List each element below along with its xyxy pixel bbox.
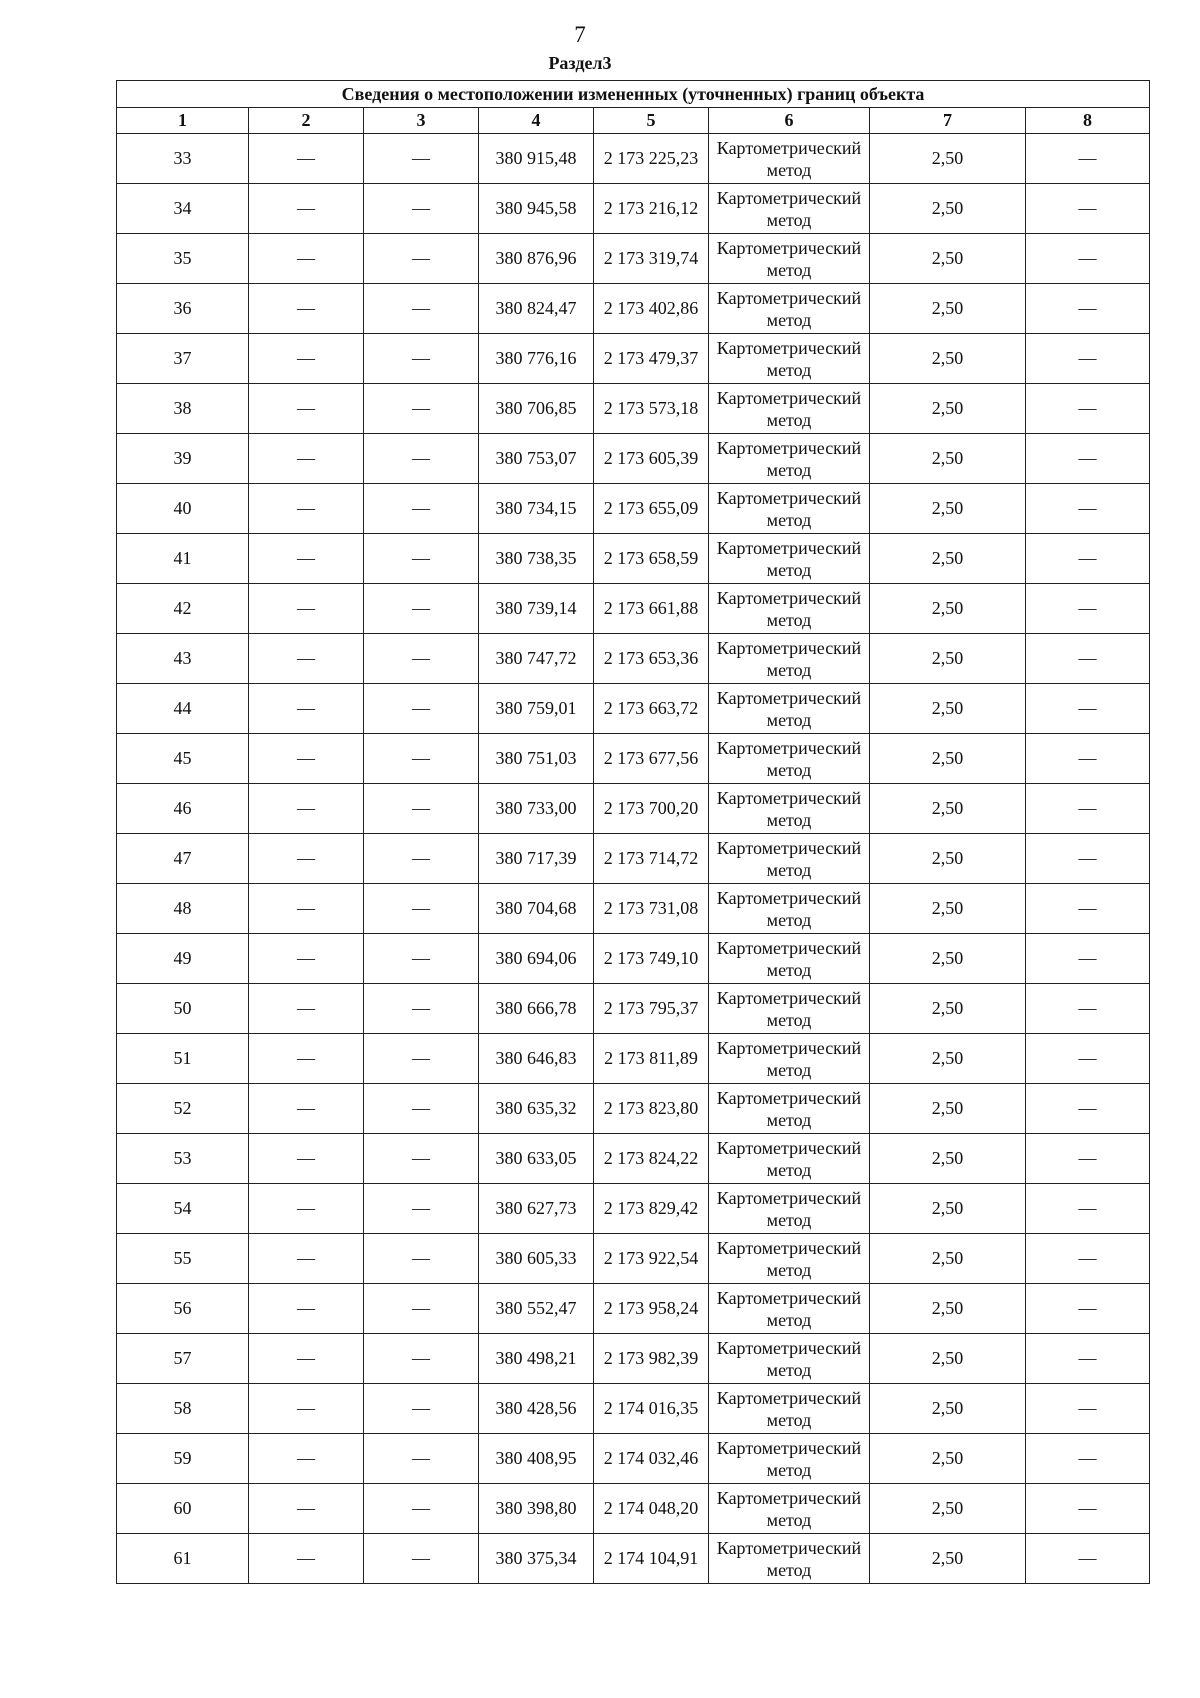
precision-cell: 2,50: [870, 1034, 1026, 1084]
point-number-cell: 50: [117, 984, 249, 1034]
column-8-cell: —: [1026, 1234, 1150, 1284]
point-number-cell: 45: [117, 734, 249, 784]
point-number-cell: 44: [117, 684, 249, 734]
method-cell: Картометрический метод: [709, 1334, 870, 1384]
y-coordinate-cell: 2 173 661,88: [594, 584, 709, 634]
point-number-cell: 38: [117, 384, 249, 434]
x-coordinate-cell: 380 694,06: [479, 934, 594, 984]
precision-cell: 2,50: [870, 1434, 1026, 1484]
point-number-cell: 37: [117, 334, 249, 384]
table-row: [117, 634, 1150, 684]
column-2-cell: —: [249, 734, 364, 784]
table-row: [117, 1134, 1150, 1184]
column-3-cell: —: [364, 484, 479, 534]
y-coordinate-cell: 2 173 982,39: [594, 1334, 709, 1384]
column-3-cell: —: [364, 1384, 479, 1434]
y-coordinate-cell: 2 173 653,36: [594, 634, 709, 684]
x-coordinate-cell: 380 666,78: [479, 984, 594, 1034]
table-row: [117, 1434, 1150, 1484]
column-8-cell: —: [1026, 1184, 1150, 1234]
column-8-cell: —: [1026, 234, 1150, 284]
column-header: 2: [249, 108, 364, 134]
page-number: 7: [574, 22, 586, 47]
column-header: 3: [364, 108, 479, 134]
column-2-cell: —: [249, 784, 364, 834]
table-row: [117, 1284, 1150, 1334]
precision-cell: 2,50: [870, 934, 1026, 984]
y-coordinate-cell: 2 173 216,12: [594, 184, 709, 234]
method-cell: Картометрический метод: [709, 884, 870, 934]
point-number-cell: 33: [117, 134, 249, 184]
column-8-cell: —: [1026, 1034, 1150, 1084]
x-coordinate-cell: 380 633,05: [479, 1134, 594, 1184]
method-cell: Картометрический метод: [709, 684, 870, 734]
column-2-cell: —: [249, 1334, 364, 1384]
x-coordinate-cell: 380 759,01: [479, 684, 594, 734]
point-number-cell: 42: [117, 584, 249, 634]
column-8-cell: —: [1026, 334, 1150, 384]
x-coordinate-cell: 380 704,68: [479, 884, 594, 934]
column-3-cell: —: [364, 184, 479, 234]
x-coordinate-cell: 380 824,47: [479, 284, 594, 334]
y-coordinate-cell: 2 174 016,35: [594, 1384, 709, 1434]
precision-cell: 2,50: [870, 1084, 1026, 1134]
column-header: 8: [1026, 108, 1150, 134]
column-3-cell: —: [364, 984, 479, 1034]
precision-cell: 2,50: [870, 734, 1026, 784]
column-8-cell: —: [1026, 1534, 1150, 1584]
precision-cell: 2,50: [870, 1384, 1026, 1434]
column-3-cell: —: [364, 384, 479, 434]
table-row: [117, 784, 1150, 834]
table-row: [117, 434, 1150, 484]
table-row: [117, 484, 1150, 534]
y-coordinate-cell: 2 173 402,86: [594, 284, 709, 334]
column-8-cell: —: [1026, 284, 1150, 334]
precision-cell: 2,50: [870, 434, 1026, 484]
x-coordinate-cell: 380 428,56: [479, 1384, 594, 1434]
point-number-cell: 56: [117, 1284, 249, 1334]
column-8-cell: —: [1026, 184, 1150, 234]
x-coordinate-cell: 380 776,16: [479, 334, 594, 384]
section-title: Раздел3: [548, 53, 612, 73]
point-number-cell: 59: [117, 1434, 249, 1484]
column-8-cell: —: [1026, 634, 1150, 684]
y-coordinate-cell: 2 173 795,37: [594, 984, 709, 1034]
column-3-cell: —: [364, 1334, 479, 1384]
table-row: [117, 834, 1150, 884]
table-row: [117, 884, 1150, 934]
table-row: [117, 284, 1150, 334]
method-cell: Картометрический метод: [709, 484, 870, 534]
y-coordinate-cell: 2 174 104,91: [594, 1534, 709, 1584]
point-number-cell: 40: [117, 484, 249, 534]
table-row: [117, 934, 1150, 984]
method-cell: Картометрический метод: [709, 434, 870, 484]
column-8-cell: —: [1026, 1484, 1150, 1534]
method-cell: Картометрический метод: [709, 1184, 870, 1234]
precision-cell: 2,50: [870, 234, 1026, 284]
x-coordinate-cell: 380 398,80: [479, 1484, 594, 1534]
method-cell: Картометрический метод: [709, 1084, 870, 1134]
x-coordinate-cell: 380 498,21: [479, 1334, 594, 1384]
column-3-cell: —: [364, 1434, 479, 1484]
method-cell: Картометрический метод: [709, 1384, 870, 1434]
method-cell: Картометрический метод: [709, 534, 870, 584]
column-2-cell: —: [249, 284, 364, 334]
column-8-cell: —: [1026, 384, 1150, 434]
column-8-cell: —: [1026, 1434, 1150, 1484]
column-header: 1: [117, 108, 249, 134]
x-coordinate-cell: 380 945,58: [479, 184, 594, 234]
y-coordinate-cell: 2 173 749,10: [594, 934, 709, 984]
y-coordinate-cell: 2 173 573,18: [594, 384, 709, 434]
point-number-cell: 61: [117, 1534, 249, 1584]
table-row: [117, 534, 1150, 584]
precision-cell: 2,50: [870, 1284, 1026, 1334]
table-row: [117, 684, 1150, 734]
table-row: [117, 334, 1150, 384]
column-3-cell: —: [364, 834, 479, 884]
method-cell: Картометрический метод: [709, 1034, 870, 1084]
column-3-cell: —: [364, 934, 479, 984]
precision-cell: 2,50: [870, 184, 1026, 234]
point-number-cell: 51: [117, 1034, 249, 1084]
method-cell: Картометрический метод: [709, 784, 870, 834]
method-cell: Картометрический метод: [709, 934, 870, 984]
y-coordinate-cell: 2 173 655,09: [594, 484, 709, 534]
x-coordinate-cell: 380 646,83: [479, 1034, 594, 1084]
column-8-cell: —: [1026, 1134, 1150, 1184]
method-cell: Картометрический метод: [709, 134, 870, 184]
x-coordinate-cell: 380 915,48: [479, 134, 594, 184]
precision-cell: 2,50: [870, 584, 1026, 634]
column-2-cell: —: [249, 534, 364, 584]
column-3-cell: —: [364, 1234, 479, 1284]
method-cell: Картометрический метод: [709, 234, 870, 284]
column-2-cell: —: [249, 1284, 364, 1334]
y-coordinate-cell: 2 174 048,20: [594, 1484, 709, 1534]
point-number-cell: 34: [117, 184, 249, 234]
point-number-cell: 49: [117, 934, 249, 984]
column-3-cell: —: [364, 1034, 479, 1084]
precision-cell: 2,50: [870, 534, 1026, 584]
method-cell: Картометрический метод: [709, 584, 870, 634]
x-coordinate-cell: 380 876,96: [479, 234, 594, 284]
column-3-cell: —: [364, 884, 479, 934]
y-coordinate-cell: 2 173 823,80: [594, 1084, 709, 1134]
column-8-cell: —: [1026, 784, 1150, 834]
table-body: [117, 134, 1150, 1584]
column-8-cell: —: [1026, 1284, 1150, 1334]
x-coordinate-cell: 380 717,39: [479, 834, 594, 884]
column-header: 4: [479, 108, 594, 134]
column-2-cell: —: [249, 1134, 364, 1184]
point-number-cell: 41: [117, 534, 249, 584]
precision-cell: 2,50: [870, 634, 1026, 684]
x-coordinate-cell: 380 739,14: [479, 584, 594, 634]
column-2-cell: —: [249, 234, 364, 284]
method-cell: Картометрический метод: [709, 1234, 870, 1284]
y-coordinate-cell: 2 174 032,46: [594, 1434, 709, 1484]
column-8-cell: —: [1026, 434, 1150, 484]
method-cell: Картометрический метод: [709, 734, 870, 784]
y-coordinate-cell: 2 173 663,72: [594, 684, 709, 734]
column-2-cell: —: [249, 134, 364, 184]
table-row: [117, 734, 1150, 784]
precision-cell: 2,50: [870, 284, 1026, 334]
column-8-cell: —: [1026, 1084, 1150, 1134]
point-number-cell: 46: [117, 784, 249, 834]
precision-cell: 2,50: [870, 334, 1026, 384]
table-row: [117, 184, 1150, 234]
table-row: [117, 384, 1150, 434]
column-8-cell: —: [1026, 1334, 1150, 1384]
x-coordinate-cell: 380 627,73: [479, 1184, 594, 1234]
column-8-cell: —: [1026, 684, 1150, 734]
table-row: [117, 1334, 1150, 1384]
column-2-cell: —: [249, 584, 364, 634]
column-3-cell: —: [364, 534, 479, 584]
precision-cell: 2,50: [870, 834, 1026, 884]
table-row: [117, 1384, 1150, 1434]
column-8-cell: —: [1026, 1384, 1150, 1434]
point-number-cell: 55: [117, 1234, 249, 1284]
column-8-cell: —: [1026, 134, 1150, 184]
method-cell: Картометрический метод: [709, 1484, 870, 1534]
column-3-cell: —: [364, 1184, 479, 1234]
table-row: [117, 1534, 1150, 1584]
y-coordinate-cell: 2 173 731,08: [594, 884, 709, 934]
x-coordinate-cell: 380 747,72: [479, 634, 594, 684]
column-2-cell: —: [249, 934, 364, 984]
y-coordinate-cell: 2 173 605,39: [594, 434, 709, 484]
y-coordinate-cell: 2 173 658,59: [594, 534, 709, 584]
y-coordinate-cell: 2 173 922,54: [594, 1234, 709, 1284]
method-cell: Картометрический метод: [709, 1434, 870, 1484]
method-cell: Картометрический метод: [709, 184, 870, 234]
x-coordinate-cell: 380 552,47: [479, 1284, 594, 1334]
column-2-cell: —: [249, 1184, 364, 1234]
x-coordinate-cell: 380 375,34: [479, 1534, 594, 1584]
point-number-cell: 53: [117, 1134, 249, 1184]
table-row: [117, 1484, 1150, 1534]
point-number-cell: 43: [117, 634, 249, 684]
table-row: [117, 1034, 1150, 1084]
column-3-cell: —: [364, 684, 479, 734]
table-row: [117, 1234, 1150, 1284]
column-2-cell: —: [249, 1034, 364, 1084]
column-3-cell: —: [364, 334, 479, 384]
x-coordinate-cell: 380 751,03: [479, 734, 594, 784]
precision-cell: 2,50: [870, 1534, 1026, 1584]
method-cell: Картометрический метод: [709, 1284, 870, 1334]
column-3-cell: —: [364, 1284, 479, 1334]
column-2-cell: —: [249, 434, 364, 484]
y-coordinate-cell: 2 173 811,89: [594, 1034, 709, 1084]
precision-cell: 2,50: [870, 984, 1026, 1034]
method-cell: Картометрический метод: [709, 984, 870, 1034]
column-3-cell: —: [364, 784, 479, 834]
table-header-row: [117, 108, 1150, 134]
column-3-cell: —: [364, 134, 479, 184]
point-number-cell: 54: [117, 1184, 249, 1234]
column-3-cell: —: [364, 1484, 479, 1534]
column-8-cell: —: [1026, 984, 1150, 1034]
y-coordinate-cell: 2 173 824,22: [594, 1134, 709, 1184]
x-coordinate-cell: 380 605,33: [479, 1234, 594, 1284]
column-3-cell: —: [364, 1084, 479, 1134]
column-2-cell: —: [249, 1234, 364, 1284]
column-header: 6: [709, 108, 870, 134]
column-2-cell: —: [249, 1484, 364, 1534]
method-cell: Картометрический метод: [709, 1134, 870, 1184]
column-3-cell: —: [364, 634, 479, 684]
method-cell: Картометрический метод: [709, 1534, 870, 1584]
column-header: 7: [870, 108, 1026, 134]
column-8-cell: —: [1026, 484, 1150, 534]
column-3-cell: —: [364, 1534, 479, 1584]
precision-cell: 2,50: [870, 1134, 1026, 1184]
column-2-cell: —: [249, 834, 364, 884]
column-8-cell: —: [1026, 734, 1150, 784]
column-3-cell: —: [364, 234, 479, 284]
point-number-cell: 39: [117, 434, 249, 484]
precision-cell: 2,50: [870, 1234, 1026, 1284]
y-coordinate-cell: 2 173 714,72: [594, 834, 709, 884]
column-2-cell: —: [249, 634, 364, 684]
point-number-cell: 58: [117, 1384, 249, 1434]
column-3-cell: —: [364, 1134, 479, 1184]
y-coordinate-cell: 2 173 958,24: [594, 1284, 709, 1334]
table-row: [117, 1084, 1150, 1134]
table-row: [117, 1184, 1150, 1234]
x-coordinate-cell: 380 753,07: [479, 434, 594, 484]
point-number-cell: 48: [117, 884, 249, 934]
y-coordinate-cell: 2 173 319,74: [594, 234, 709, 284]
column-header: 5: [594, 108, 709, 134]
column-8-cell: —: [1026, 534, 1150, 584]
precision-cell: 2,50: [870, 1334, 1026, 1384]
method-cell: Картометрический метод: [709, 834, 870, 884]
column-3-cell: —: [364, 734, 479, 784]
x-coordinate-cell: 380 738,35: [479, 534, 594, 584]
x-coordinate-cell: 380 408,95: [479, 1434, 594, 1484]
column-2-cell: —: [249, 1434, 364, 1484]
point-number-cell: 52: [117, 1084, 249, 1134]
point-number-cell: 57: [117, 1334, 249, 1384]
y-coordinate-cell: 2 173 829,42: [594, 1184, 709, 1234]
point-number-cell: 60: [117, 1484, 249, 1534]
precision-cell: 2,50: [870, 1484, 1026, 1534]
table-row: [117, 984, 1150, 1034]
precision-cell: 2,50: [870, 484, 1026, 534]
y-coordinate-cell: 2 173 677,56: [594, 734, 709, 784]
column-8-cell: —: [1026, 584, 1150, 634]
column-2-cell: —: [249, 884, 364, 934]
precision-cell: 2,50: [870, 784, 1026, 834]
precision-cell: 2,50: [870, 684, 1026, 734]
precision-cell: 2,50: [870, 884, 1026, 934]
column-3-cell: —: [364, 434, 479, 484]
point-number-cell: 47: [117, 834, 249, 884]
column-8-cell: —: [1026, 934, 1150, 984]
table-row: [117, 134, 1150, 184]
column-2-cell: —: [249, 984, 364, 1034]
column-8-cell: —: [1026, 834, 1150, 884]
column-2-cell: —: [249, 1384, 364, 1434]
column-2-cell: —: [249, 484, 364, 534]
column-2-cell: —: [249, 384, 364, 434]
column-3-cell: —: [364, 584, 479, 634]
column-2-cell: —: [249, 334, 364, 384]
x-coordinate-cell: 380 706,85: [479, 384, 594, 434]
point-number-cell: 36: [117, 284, 249, 334]
boundary-coordinates-table: [116, 80, 1150, 1584]
method-cell: Картометрический метод: [709, 634, 870, 684]
column-2-cell: —: [249, 1534, 364, 1584]
precision-cell: 2,50: [870, 134, 1026, 184]
precision-cell: 2,50: [870, 384, 1026, 434]
x-coordinate-cell: 380 635,32: [479, 1084, 594, 1134]
y-coordinate-cell: 2 173 225,23: [594, 134, 709, 184]
column-2-cell: —: [249, 184, 364, 234]
point-number-cell: 35: [117, 234, 249, 284]
column-8-cell: —: [1026, 884, 1150, 934]
table-row: [117, 584, 1150, 634]
column-2-cell: —: [249, 1084, 364, 1134]
y-coordinate-cell: 2 173 700,20: [594, 784, 709, 834]
method-cell: Картометрический метод: [709, 284, 870, 334]
precision-cell: 2,50: [870, 1184, 1026, 1234]
table-row: [117, 234, 1150, 284]
x-coordinate-cell: 380 733,00: [479, 784, 594, 834]
method-cell: Картометрический метод: [709, 334, 870, 384]
y-coordinate-cell: 2 173 479,37: [594, 334, 709, 384]
x-coordinate-cell: 380 734,15: [479, 484, 594, 534]
table-caption-row: [117, 81, 1150, 108]
table-caption: Сведения о местоположении измененных (уточненных) границ объекта: [117, 81, 1150, 108]
method-cell: Картометрический метод: [709, 384, 870, 434]
column-2-cell: —: [249, 684, 364, 734]
column-3-cell: —: [364, 284, 479, 334]
